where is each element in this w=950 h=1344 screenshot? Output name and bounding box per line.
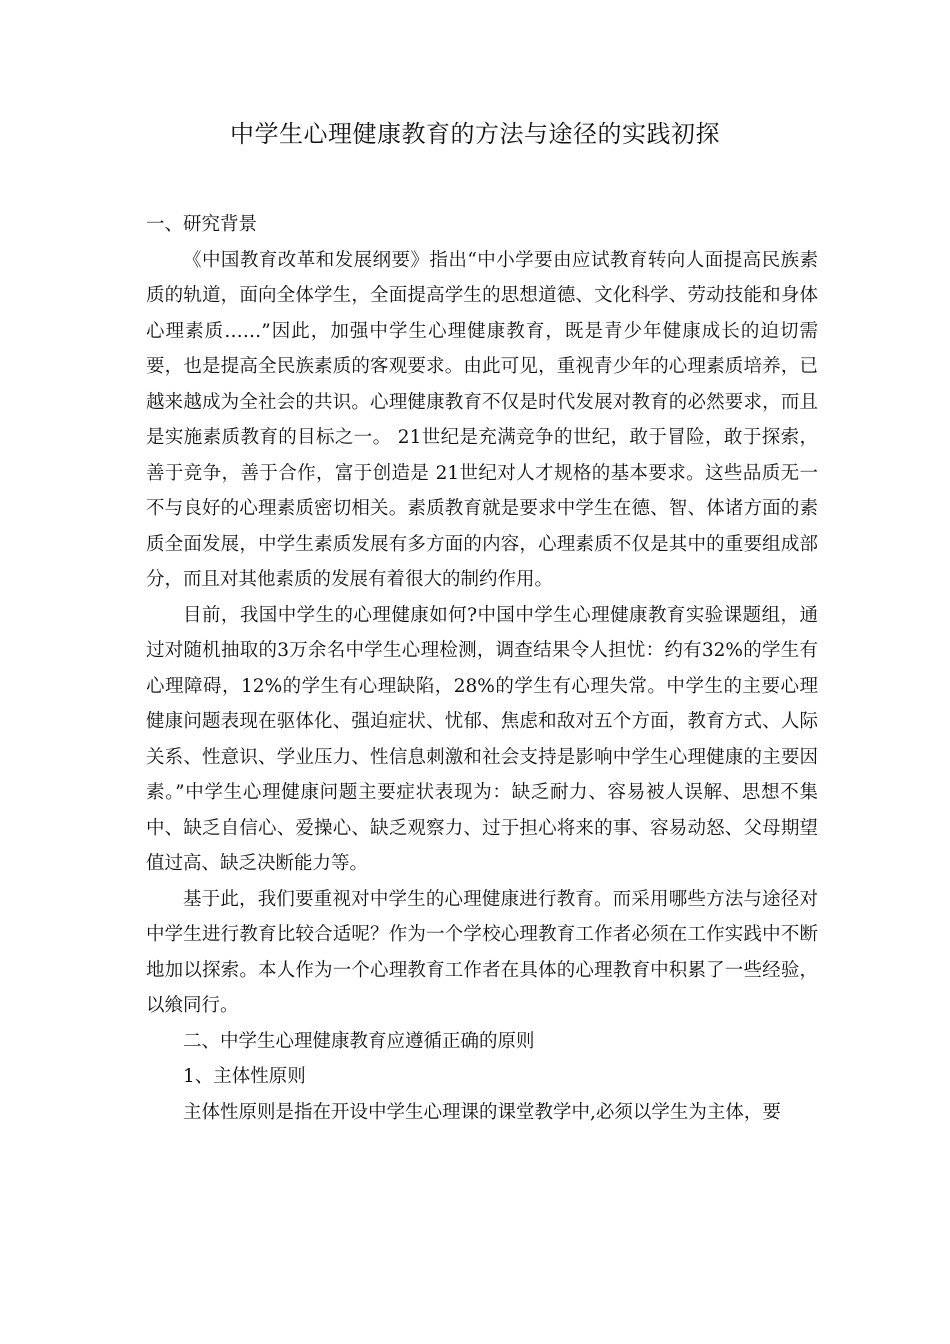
section-heading-principles: 二、中学生心理健康教育应遵循正确的原则 [183, 1030, 535, 1052]
document-title: 中学生心理健康教育的方法与途径的实践初探 [230, 120, 720, 148]
paragraph-background-2: 目前，我国中学生的心理健康如何?中国中学生心理健康教育实验课题组，通过对随机抽取的3万余名中学生心理检测，调查结果令人担忧：约有32%的学生有心理障碍，12%的学生有心理缺陷，28%的学生有心理失常。中学生的主要心理健康问题表现在驱体化、强迫症状、忧郁、焦虑和敌对五个方面，教育方式、人际关系、性意识、学业压力、性信息刺激和社会支持是影响中学生心理健康的主要因素。”中学生心理健康问题主要症状表现为：缺乏耐力、容易被人误解、思想不集中、缺乏自信心、爱操心、缺乏观察力、过于担心将来的事、容易动怒、父母期望值过高、缺乏决断能力等。 [146, 604, 818, 874]
paragraph-background-3: 基于此，我们要重视对中学生的心理健康进行教育。而采用哪些方法与途径对中学生进行教育比较合适呢？作为一个学校心理教育工作者必须在工作实践中不断地加以探索。本人作为一个心理教育工作者在具体的心理教育中积累了一些经验，以飨同行。 [146, 888, 818, 1016]
document-body [146, 207, 818, 1130]
paragraph-subjectivity: 主体性原则是指在开设中学生心理课的课堂教学中,必须以学生为主体，要 [183, 1101, 781, 1123]
paragraph-background-1: 《中国教育改革和发展纲要》指出“中小学要由应试教育转向人面提高民族素质的轨道，面向全体学生，全面提高学生的思想道德、文化科学、劳动技能和身体心理素质……”因此，加强中学生心理健康教育，既是青少年健康成长的迫切需要，也是提高全民族素质的客观要求。由此可见，重视青少年的心理素质培养，已越来越成为全社会的共识。心理健康教育不仅是时代发展对教育的必然要求，而且是实施素质教育的目标之一。 21世纪是充满竞争的世纪，敢于冒险，敢于探索，善于竞争，善于合作，富于创造是 21世纪对人才规格的基本要求。这些品质无一 不与良好的心理素质密切相关。素质教育就是要求中学生在德、智、体诸方面的素质全面发展，中学生素质发展有多方面的内容，心理素质不仅是其中的重要组成部分，而且对其他素质的发展有着很大的制约作用。 [146, 249, 818, 590]
section-heading-research-background: 一、研究背景 [146, 214, 258, 235]
subsection-heading-subjectivity: 1、主体性原则 [183, 1066, 306, 1087]
